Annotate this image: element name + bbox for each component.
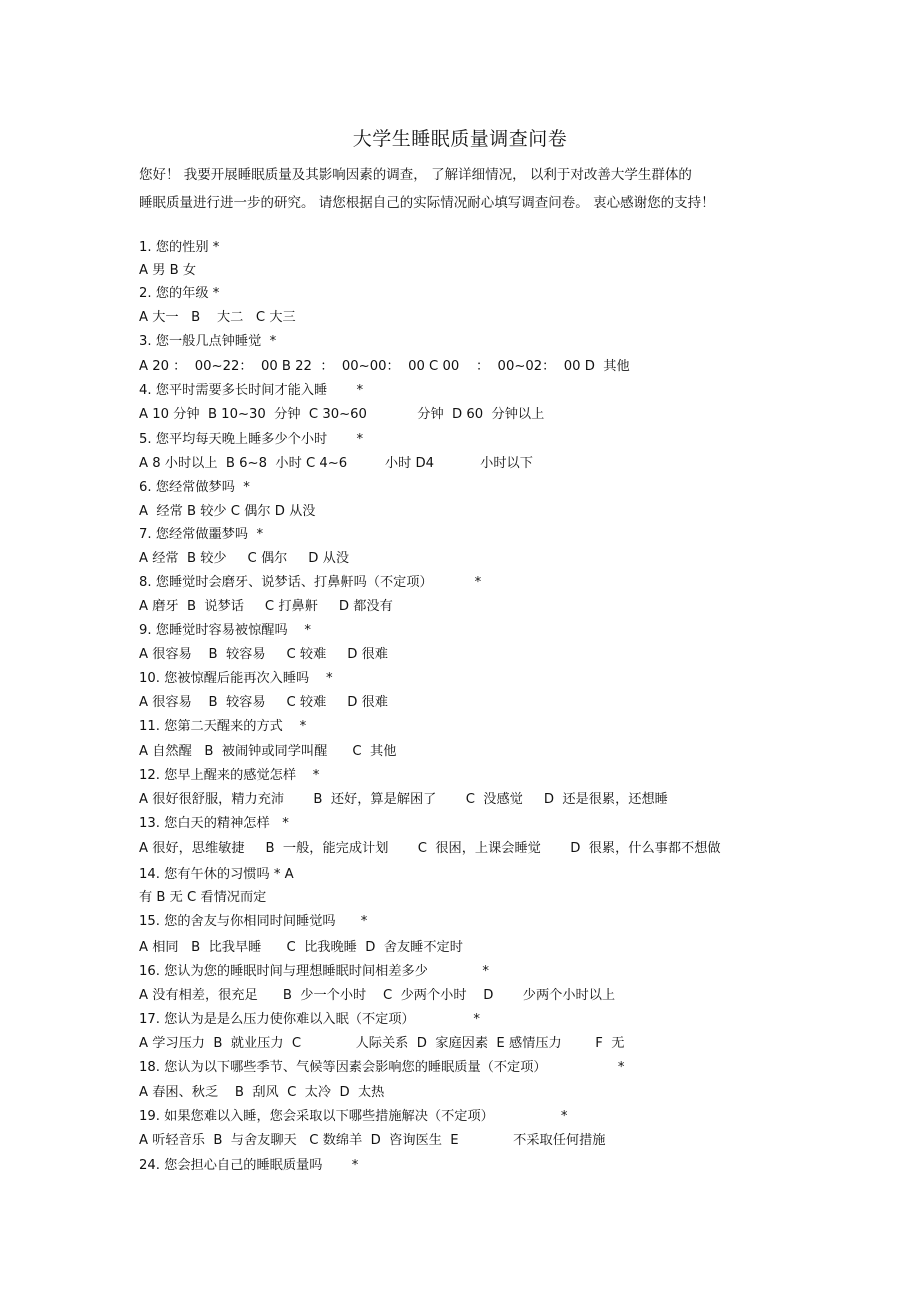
question-15: 15. 您的舍友与你相同时间睡觉吗 * [139,914,368,929]
options-1: A 男 B 女 [139,263,197,278]
document-title: 大学生睡眠质量调查问卷 [352,128,568,150]
question-3: 3. 您一般几点钟睡觉 * [139,334,277,349]
question-14: 14. 您有午休的习惯吗 * A [139,867,294,882]
question-6: 6. 您经常做梦吗 * [139,480,250,495]
question-9: 9. 您睡觉时容易被惊醒吗 * [139,623,312,638]
options-17: A 学习压力 B 就业压力 C 人际关系 D 家庭因素 E 感情压力 F 无 [139,1036,625,1051]
question-16: 16. 您认为您的睡眠时间与理想睡眠时间相差多少 * [139,964,490,979]
question-24: 24. 您会担心自己的睡眠质量吗 * [139,1158,359,1173]
question-1: 1. 您的性别 * [139,240,220,255]
options-8: A 磨牙 B 说梦话 C 打鼻鼾 D 都没有 [139,599,393,614]
options-13: A 很好，思维敏捷 B 一般，能完成计划 C 很困，上课会睡觉 D 很累，什么事都不想做 [139,841,721,856]
question-4: 4. 您平时需要多长时间才能入睡 * [139,383,364,398]
question-7: 7. 您经常做噩梦吗 * [139,527,264,542]
question-17: 17. 您认为是是么压力使你难以入眠（不定项） * [139,1012,481,1027]
options-19: A 听轻音乐 B 与舍友聊天 C 数绵羊 D 咨询医生 E 不采取任何措施 [139,1133,606,1148]
options-12: A 很好很舒服，精力充沛 B 还好，算是解困了 C 没感觉 D 还是很累，还想睡 [139,792,668,807]
options-4: A 10 分钟 B 10~30 分钟 C 30~60 分钟 D 60 分钟以上 [139,407,545,422]
options-14: 有 B 无 C 看情况而定 [139,890,267,905]
options-7: A 经常 B 较少 C 偶尔 D 从没 [139,551,350,566]
question-12: 12. 您早上醒来的感觉怎样 * [139,768,320,783]
question-10: 10. 您被惊醒后能再次入睡吗 * [139,671,333,686]
intro-line-1: 您好！ 我要开展睡眠质量及其影响因素的调查， 了解详细情况， 以利于对改善大学生群体的 [139,167,692,183]
question-18: 18. 您认为以下哪些季节、气候等因素会影响您的睡眠质量（不定项） * [139,1060,625,1075]
options-2: A 大一 B 大二 C 大三 [139,310,296,325]
options-6: A 经常 B 较少 C 偶尔 D 从没 [139,504,316,519]
options-10: A 很容易 B 较容易 C 较难 D 很难 [139,695,388,710]
options-3: A 20 ： 00~22： 00 B 22 ： 00~00： 00 C 00 ： 00~02： 00 D 其他 [139,359,630,374]
question-2: 2. 您的年级 * [139,286,220,301]
question-11: 11. 您第二天醒来的方式 * [139,719,307,734]
options-16: A 没有相差，很充足 B 少一个小时 C 少两个小时 D 少两个小时以上 [139,988,616,1003]
question-13: 13. 您白天的精神怎样 * [139,816,289,831]
question-5: 5. 您平均每天晚上睡多少个小时 * [139,432,364,447]
options-5: A 8 小时以上 B 6~8 小时 C 4~6 小时 D4 小时以下 [139,456,533,471]
intro-line-2: 睡眠质量进行进一步的研究。 请您根据自己的实际情况耐心填写调查问卷。 衷心感谢您的支持！ [139,195,715,211]
options-9: A 很容易 B 较容易 C 较难 D 很难 [139,647,388,662]
question-19: 19. 如果您难以入睡，您会采取以下哪些措施解决（不定项） * [139,1109,568,1124]
options-15: A 相同 B 比我早睡 C 比我晚睡 D 舍友睡不定时 [139,940,463,955]
question-8: 8. 您睡觉时会磨牙、说梦话、打鼻鼾吗（不定项） * [139,575,482,590]
options-11: A 自然醒 B 被闹钟或同学叫醒 C 其他 [139,744,397,759]
options-18: A 春困、秋乏 B 刮风 C 太冷 D 太热 [139,1085,385,1100]
